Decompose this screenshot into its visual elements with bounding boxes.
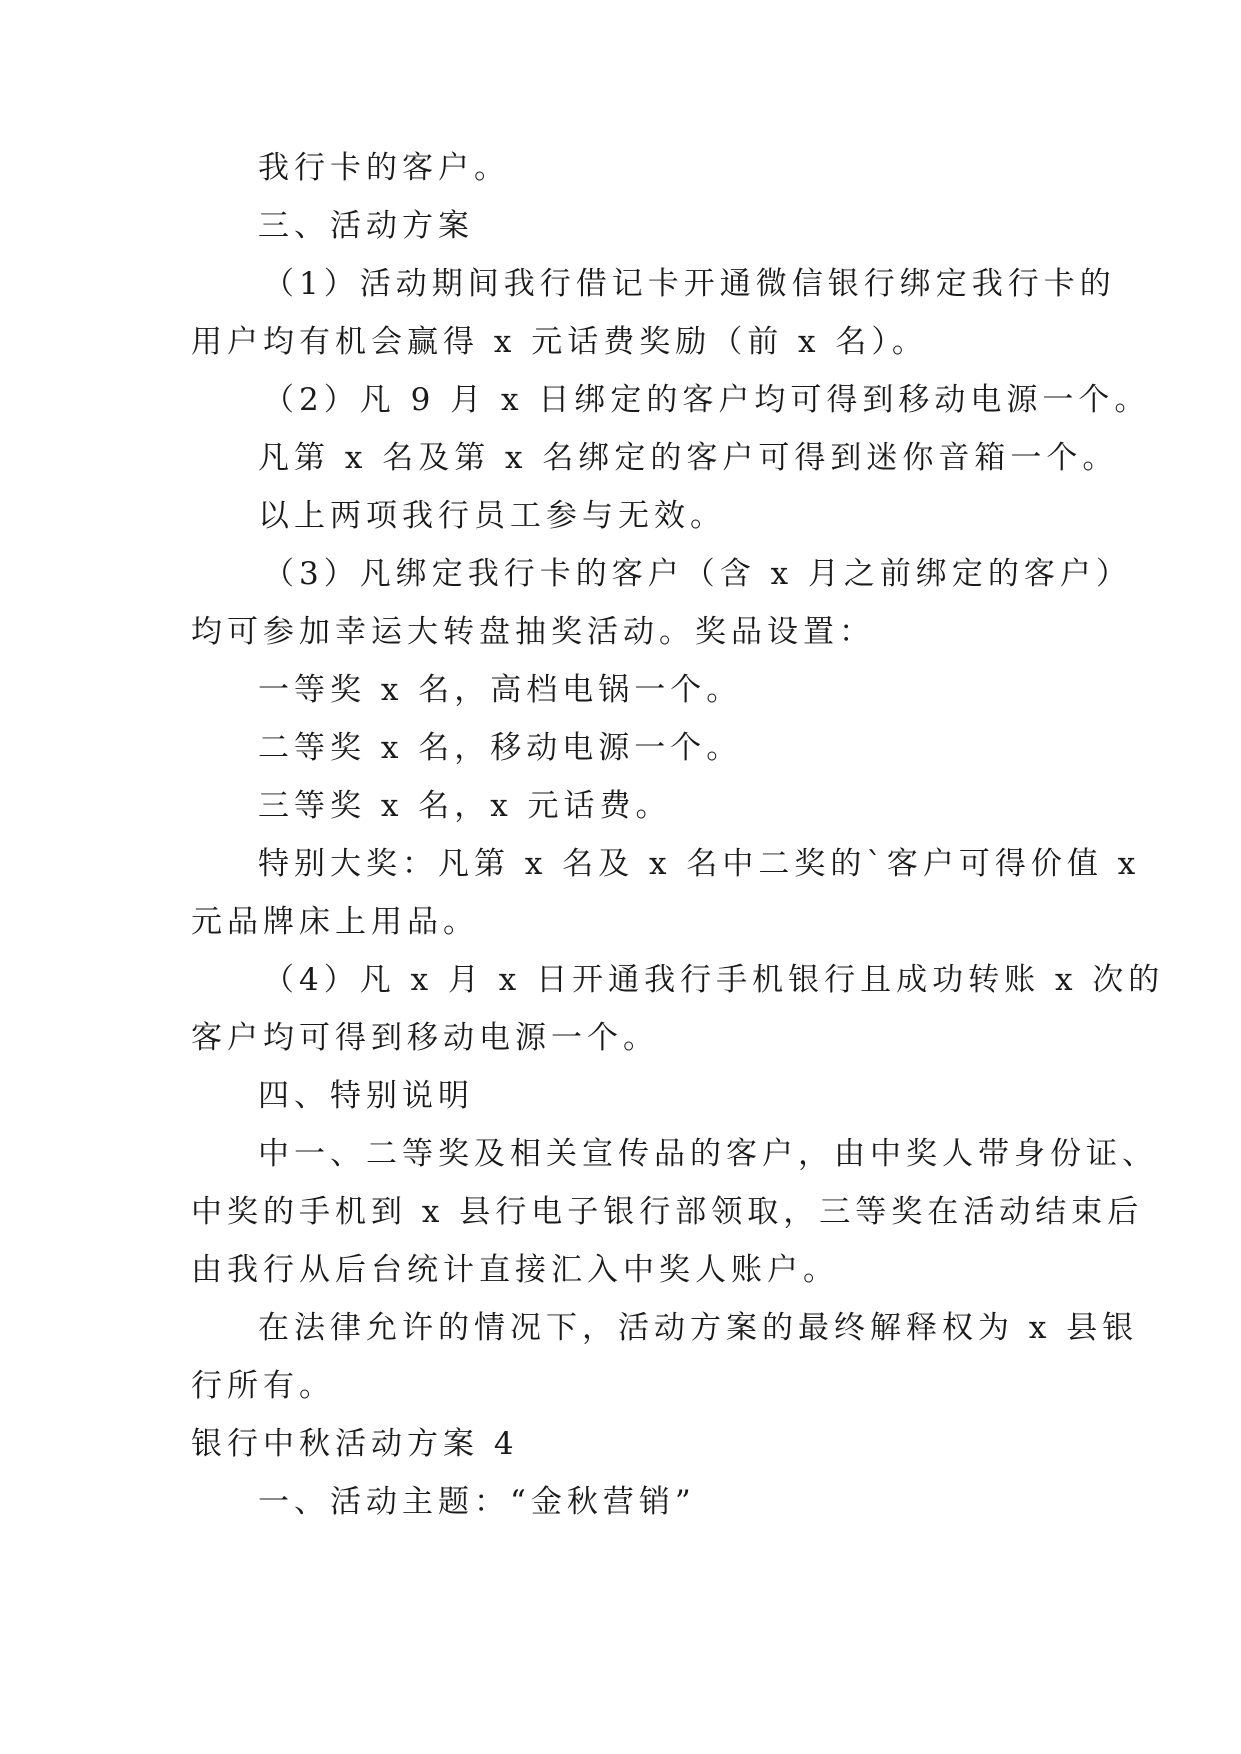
- body-text-line: （2）凡 9 月 x 日绑定的客户均可得到移动电源一个。: [263, 382, 1151, 418]
- body-text-line: （4）凡 x 月 x 日开通我行手机银行且成功转账 x 次的: [263, 962, 1165, 998]
- body-text-line: 均可参加幸运大转盘抽奖活动。奖品设置：: [191, 614, 875, 650]
- body-text-line: 我行卡的客户。: [258, 150, 510, 186]
- body-text-line: （1）活动期间我行借记卡开通微信银行绑定我行卡的: [263, 266, 1116, 302]
- body-text-line: 中奖的手机到 x 县行电子银行部领取，三等奖在活动结束后: [191, 1194, 1144, 1230]
- section-heading: 一、活动主题：“金秋营销”: [258, 1484, 696, 1520]
- body-text-line: 在法律允许的情况下，活动方案的最终解释权为 x 县银: [258, 1310, 1139, 1346]
- body-text-line: 一等奖 x 名，高档电锅一个。: [258, 672, 743, 708]
- body-text-line: 中一、二等奖及相关宣传品的客户，由中奖人带身份证、: [258, 1136, 1158, 1172]
- section-heading: 四、特别说明: [258, 1078, 474, 1114]
- body-text-line: 用户均有机会赢得 x 元话费奖励（前 x 名）。: [191, 324, 928, 360]
- body-text-line: 二等奖 x 名，移动电源一个。: [258, 730, 743, 766]
- body-text-line: 以上两项我行员工参与无效。: [258, 498, 726, 534]
- body-text-line: （3）凡绑定我行卡的客户（含 x 月之前绑定的客户）: [263, 556, 1132, 592]
- body-text-line: 客户均可得到移动电源一个。: [191, 1020, 659, 1056]
- body-text-line: 由我行从后台统计直接汇入中奖人账户。: [191, 1252, 839, 1288]
- body-text-line: 特别大奖：凡第 x 名及 x 名中二奖的`客户可得价值 x: [258, 846, 1141, 882]
- body-text-line: 凡第 x 名及第 x 名绑定的客户可得到迷你音箱一个。: [258, 440, 1119, 476]
- section-heading: 三、活动方案: [258, 208, 474, 244]
- body-text-line: 行所有。: [191, 1368, 335, 1404]
- body-text-line: 三等奖 x 名，x 元话费。: [258, 788, 672, 824]
- document-title: 银行中秋活动方案 4: [191, 1426, 519, 1462]
- body-text-line: 元品牌床上用品。: [191, 904, 479, 940]
